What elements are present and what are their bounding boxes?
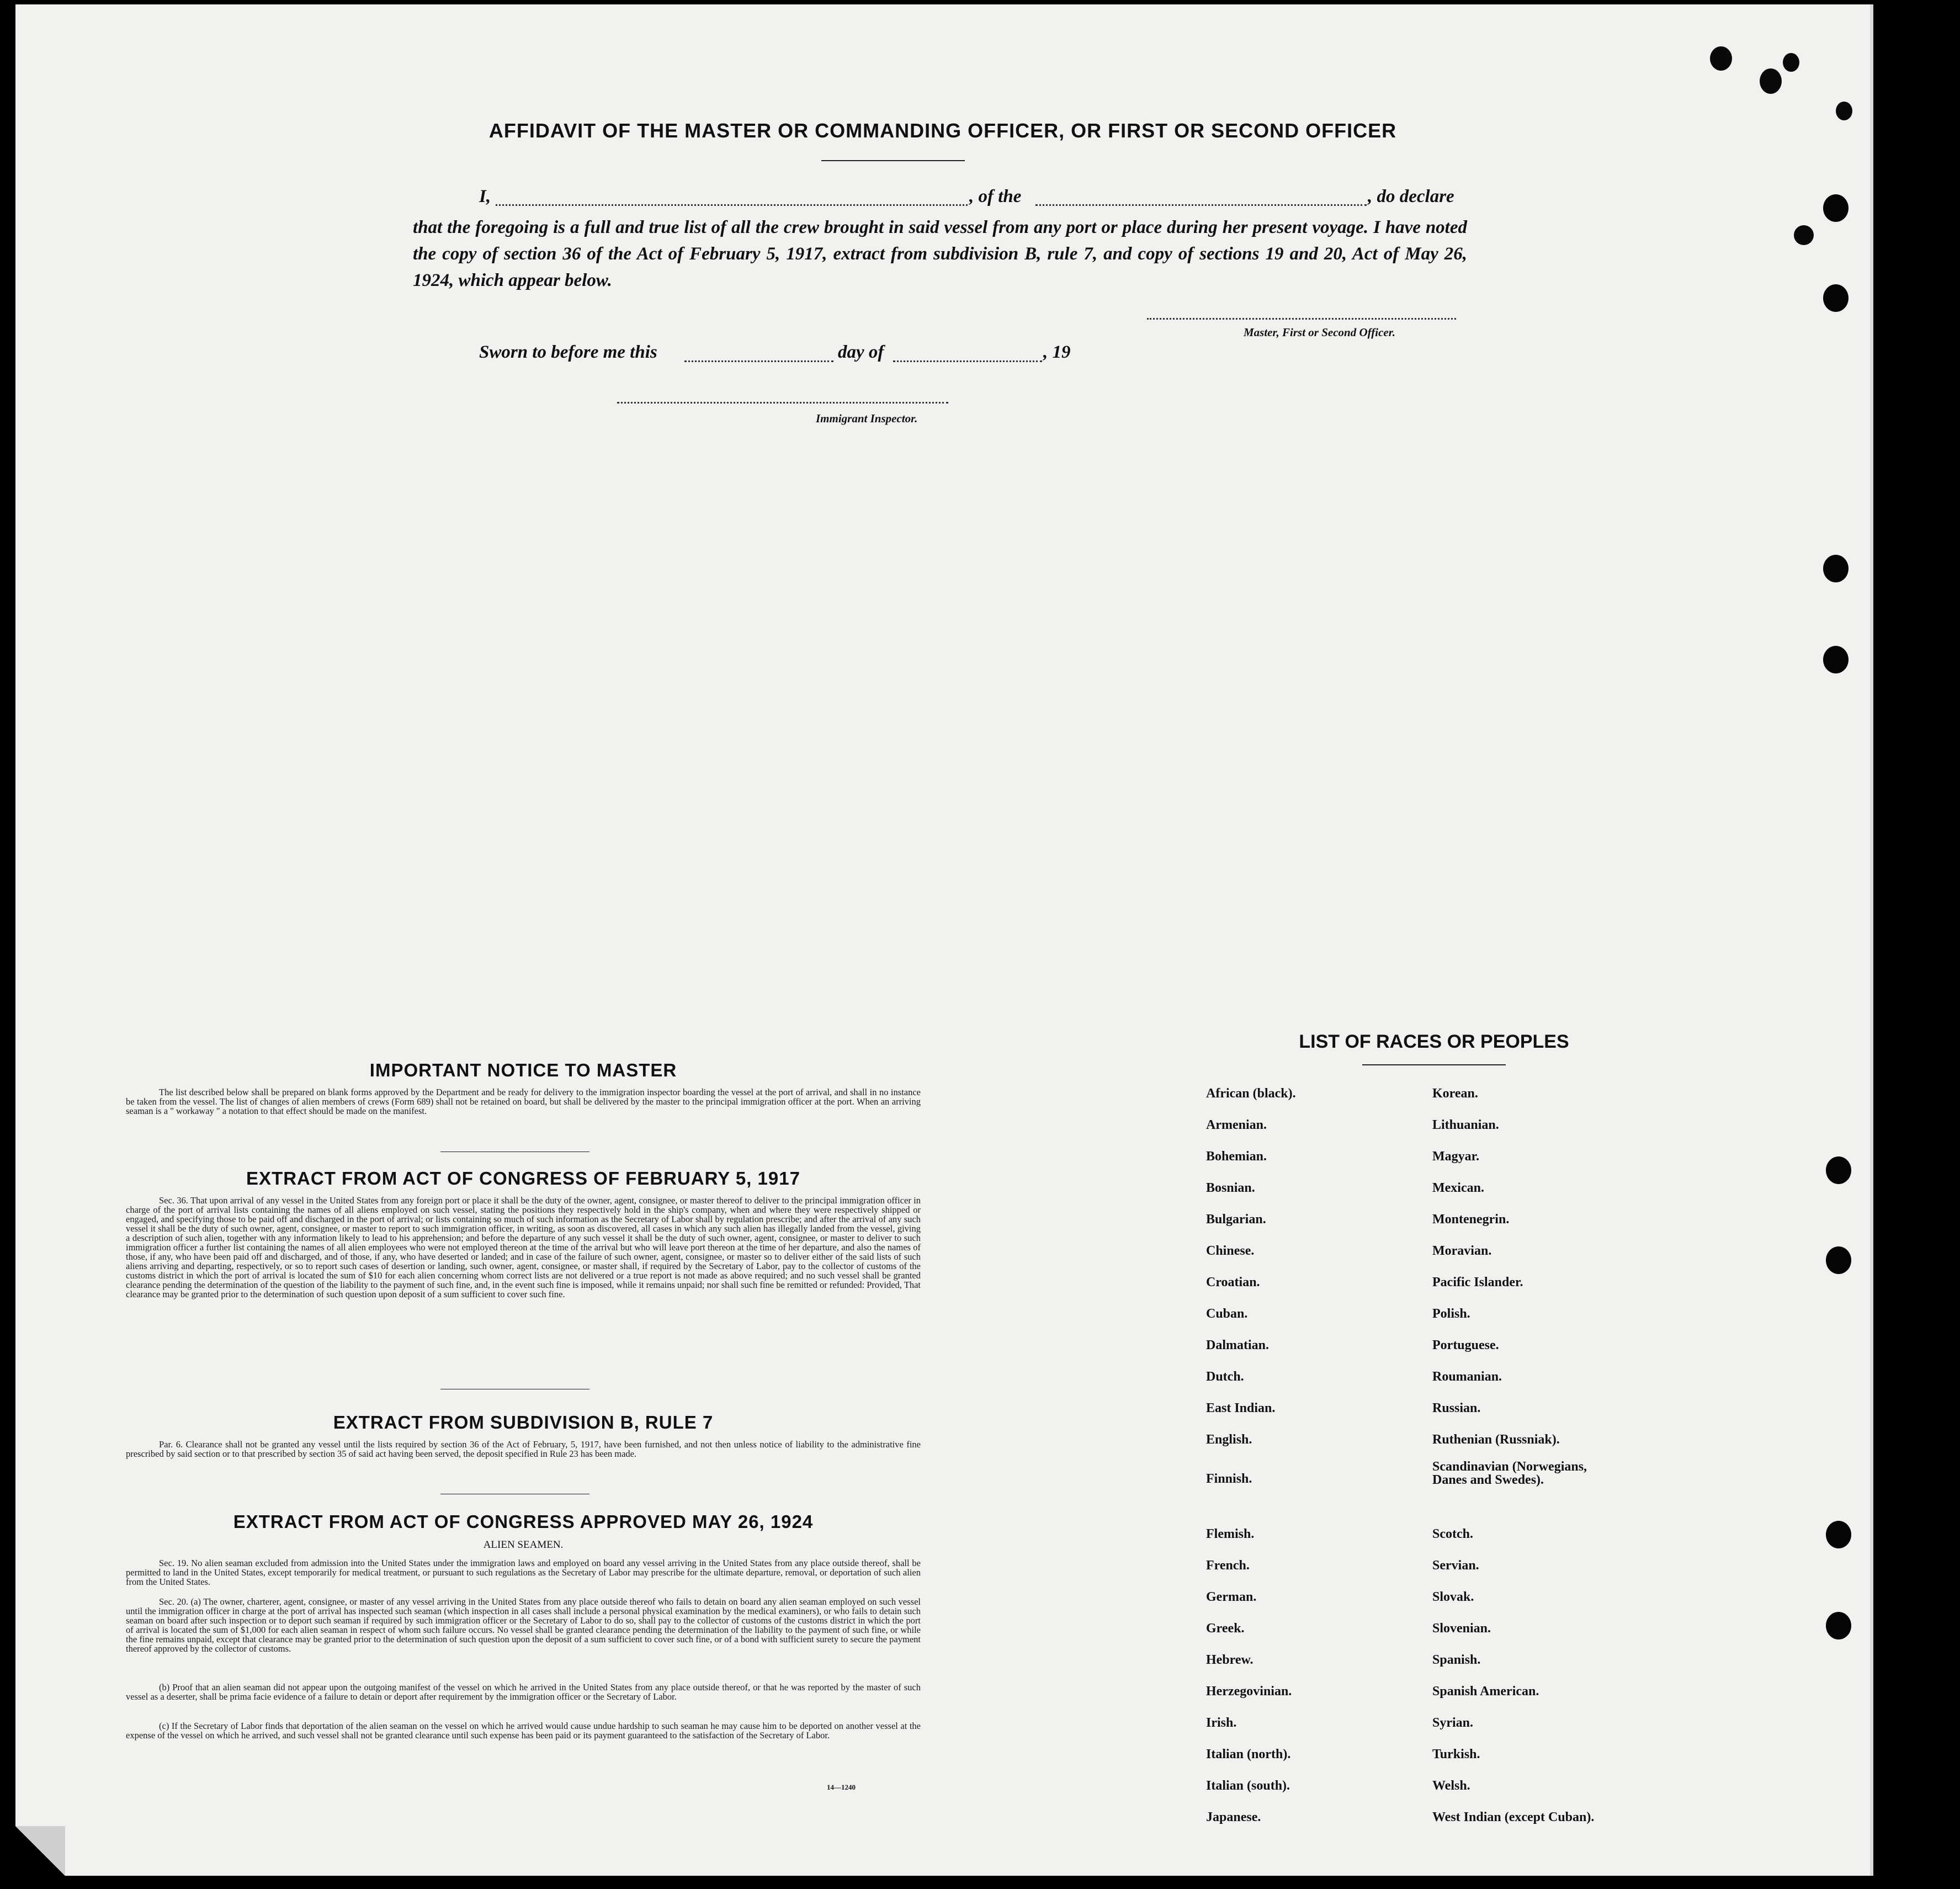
form-number: 14—1240 (827, 1783, 856, 1791)
race-item: Servian. (1432, 1558, 1479, 1573)
race-item: German. (1206, 1590, 1257, 1604)
extract-1917-title: EXTRACT FROM ACT OF CONGRESS OF FEBRUARY 5, 1917 (246, 1168, 800, 1188)
race-item: Pacific Islander. (1432, 1275, 1523, 1290)
ink-spot (1783, 53, 1799, 72)
folded-corner (15, 1826, 65, 1876)
section-20b-text: (b) Proof that an alien seaman did not appear upon the outgoing manifest of the vessel on which he arrived in the United States from any place outside thereof, or that he was reported by the master of such vessel as a deserter, shall be prima facie evidence of a failure to detain or deport after requirement by the immigration officer or the Secretary of Labor. (126, 1682, 921, 1702)
race-item: Ruthenian (Russniak). (1432, 1432, 1560, 1447)
race-item: Italian (south). (1206, 1779, 1290, 1793)
name-blank (496, 204, 968, 206)
ink-spot (1794, 225, 1814, 245)
race-item: Japanese. (1206, 1810, 1261, 1824)
affidavit-line1-start: I, (479, 187, 491, 206)
race-item: Dalmatian. (1206, 1338, 1269, 1352)
races-title-underline (1362, 1064, 1506, 1065)
extract-rule7-title: EXTRACT FROM SUBDIVISION B, RULE 7 (333, 1412, 714, 1432)
sworn-text: Sworn to before me this (479, 342, 657, 362)
race-item: Scandinavian (Norwegians, (1432, 1460, 1587, 1474)
race-item: Herzegovinian. (1206, 1684, 1292, 1699)
race-item: Turkish. (1432, 1747, 1480, 1761)
race-item: Armenian. (1206, 1118, 1267, 1132)
race-item: Cuban. (1206, 1307, 1248, 1321)
sworn-day-of: day of (838, 342, 884, 362)
race-item: East Indian. (1206, 1401, 1276, 1415)
month-blank (893, 360, 1042, 362)
extract-rule7-text: Par. 6. Clearance shall not be granted any vessel until the lists required by section 36 of the Act of February, 5, 1917, have been furnished, and not then unless notice of liability to the administrative fine prescribed by said section or to that prescribed by section 35 of said act having been served, the deposit specified in Rule 23 has been made. (126, 1439, 921, 1459)
punch-hole (1823, 555, 1849, 582)
race-item: English. (1206, 1432, 1252, 1447)
inspector-signature-line (617, 402, 948, 404)
section-20a-text: Sec. 20. (a) The owner, charterer, agent, consignee, or master of any vessel arriving in the United States from any place outside thereof who fails to detain on board any alien seaman employed on such vessel until the immigration officer in charge at the port of arrival has inspected such seaman (which inspection in all cases shall include a personal physical examination by the medical examiners), or who fails to detain such seaman on board after such inspection or to deport such seaman if required by such immigration officer or the Secretary of Labor to do so, shall pay to the collector of customs of the customs district in which the port of arrival is located the sum of $1,000 for each alien seaman in respect of whom such failure occurs. No vessel shall be granted clearance pending the determination of the liability to the payment of such fine, or while the fine remains unpaid, except that clearance may be granted prior to the determination of such question upon the deposit of a sum sufficient to cover such fine, or of a bond with sufficient surety to secure the payment thereof approved by the collector of customs. (126, 1596, 921, 1654)
extract-1924-title: EXTRACT FROM ACT OF CONGRESS APPROVED MAY 26, 1924 (233, 1511, 814, 1532)
punch-hole (1826, 1612, 1851, 1639)
sworn-year: , 19 (1043, 342, 1071, 362)
race-item: Montenegrin. (1432, 1212, 1510, 1227)
vessel-blank (1035, 204, 1367, 206)
race-item: Hebrew. (1206, 1653, 1253, 1667)
master-signature-line (1147, 318, 1456, 320)
affidavit-line1-end: , do declare (1368, 187, 1454, 206)
extract-1917-text: Sec. 36. That upon arrival of any vessel in the United States from any foreign port or place it shall be the duty of the owner, agent, consignee, or master thereof to deliver to the principal immigration officer in charge of the port of arrival lists containing the names of all aliens employed on such vessel, stating the positions they respectively hold in the ship's company, when and where they were respectively shipped or engaged, and specifying those to be paid off and discharged in the port of arrival; or lists containing so much of such information as the Secretary of Labor shall by regulation prescribe; and after the arrival of any such vessel it shall be the duty of such owner, agent, consignee, or master to report to such immigration officer, in writing, as soon as discovered, all cases in which any such alien has illegally landed from the vessel, giving a description of such alien, together with any information likely to lead to his apprehension; and before the departure of any such vessel it shall be the duty of such owner, agent, consignee, or master to deliver to such immigration officer a further list containing the names of all alien employees who were not employed thereon at the time of the arrival but who will leave port thereon at the time of her departure, and also the names of those, if any, who have been paid off and discharged, and of those, if any, who have deserted or landed; and in case of the failure of such owner, agent, consignee, or master so to deliver either of the said lists of such aliens arriving and departing, respectively, or so to report such cases of desertion or landing, such owner, agent, consignee, or master shall, if required by the Secretary of Labor, pay to the collector of customs of the customs district in which the port of arrival is located the sum of $10 for each alien concerning whom correct lists are not delivered or a true report is not made as above required; and no such vessel shall be granted clearance pending the determination of the question of the liability to the payment of such fine, and, in the event such fine is imposed, while it remains unpaid; nor shall such fine be remitted or refunded: Provided, That clearance may be granted prior to the determination of such question upon deposit of a sum sufficient to cover such fine. (126, 1195, 921, 1299)
race-item: Welsh. (1432, 1779, 1470, 1793)
race-item: Croatian. (1206, 1275, 1260, 1290)
affidavit-title: AFFIDAVIT OF THE MASTER OR COMMANDING OFFICER, OR FIRST OR SECOND OFFICER (488, 119, 1397, 142)
punch-hole (1826, 1246, 1851, 1274)
race-item: Polish. (1432, 1307, 1470, 1321)
section-20c-text: (c) If the Secretary of Labor finds that deportation of the alien seaman on the vessel on which he arrived would cause undue hardship to such seaman he may cause him to be deported on another vessel at the expense of the vessel on which he arrived, and such vessel shall not be granted clearance until such expense has been paid or its payment guaranteed to the satisfaction of the Secretary of Labor. (126, 1721, 921, 1741)
affidavit-line1-mid: , of the (969, 187, 1022, 206)
race-item: Spanish. (1432, 1653, 1481, 1667)
punch-hole (1823, 284, 1849, 312)
race-item: Scotch. (1432, 1527, 1473, 1541)
extract-1924-subtitle: ALIEN SEAMEN. (483, 1539, 564, 1551)
race-item: Mexican. (1432, 1181, 1484, 1195)
race-item: African (black). (1206, 1086, 1296, 1101)
notice-text: The list described below shall be prepared on blank forms approved by the Department and be ready for delivery to the immigration inspector boarding the vessel at the port of arrival, and shall in no instance be taken from the vessel. The list of changes of alien members of crews (Form 689) shall not be retained on board, but shall be delivered by the master to the principal immigration officer at the port. When an arriving seaman is a " workaway " a notation to that effect should be made on the manifest. (126, 1087, 921, 1116)
race-item: Irish. (1206, 1716, 1237, 1730)
race-item: Bosnian. (1206, 1181, 1255, 1195)
punch-hole (1823, 646, 1849, 673)
race-item: Lithuanian. (1432, 1118, 1499, 1132)
races-title: LIST OF RACES OR PEOPLES (1299, 1031, 1569, 1052)
ink-spot (1710, 46, 1732, 71)
inspector-label: Immigrant Inspector. (816, 412, 918, 425)
document-page (15, 4, 1873, 1876)
race-item: Syrian. (1432, 1716, 1474, 1730)
day-blank (684, 360, 833, 362)
race-item: Roumanian. (1432, 1370, 1502, 1384)
race-item: Bulgarian. (1206, 1212, 1266, 1227)
race-item: Bohemian. (1206, 1149, 1267, 1164)
notice-title: IMPORTANT NOTICE TO MASTER (369, 1060, 677, 1080)
section-19-text: Sec. 19. No alien seaman excluded from admission into the United States under the immigration laws and employed on board any vessel arriving in the United States from any place outside thereof, shall be permitted to land in the United States, except temporarily for medical treatment, or pursuant to such regulations as the Secretary of Labor may prescribe for the ultimate departure, removal, or deportation of such alien from the United States. (126, 1558, 921, 1587)
punch-hole (1826, 1156, 1851, 1184)
race-item: Flemish. (1206, 1527, 1255, 1541)
master-label: Master, First or Second Officer. (1244, 326, 1395, 339)
title-underline (821, 160, 965, 161)
punch-hole (1826, 1521, 1851, 1548)
race-item: Danes and Swedes). (1432, 1473, 1544, 1487)
race-item: Portuguese. (1432, 1338, 1499, 1352)
race-item: Spanish American. (1432, 1684, 1539, 1699)
race-item: Finnish. (1206, 1472, 1252, 1486)
punch-hole (1823, 194, 1849, 222)
race-item: Moravian. (1432, 1244, 1492, 1258)
race-item: Greek. (1206, 1621, 1245, 1636)
race-item: Magyar. (1432, 1149, 1480, 1164)
race-item: Russian. (1432, 1401, 1481, 1415)
ink-spot (1836, 102, 1852, 120)
race-item: Korean. (1432, 1086, 1478, 1101)
race-item: Slovenian. (1432, 1621, 1491, 1636)
ink-spot (1760, 68, 1782, 94)
race-item: Italian (north). (1206, 1747, 1291, 1761)
race-item: Chinese. (1206, 1244, 1255, 1258)
race-item: Slovak. (1432, 1590, 1474, 1604)
race-item: French. (1206, 1558, 1250, 1573)
race-item: West Indian (except Cuban). (1432, 1810, 1595, 1824)
affidavit-body: that the foregoing is a full and true list of all the crew brought in said vessel from any port or place during her present voyage. I have noted the copy of section 36 of the Act of February 5, 1917, extract from subdivision B, rule 7, and copy of sections 19 and 20, Act of May 26, 1924, which appear below. (413, 217, 1467, 290)
race-item: Dutch. (1206, 1370, 1244, 1384)
